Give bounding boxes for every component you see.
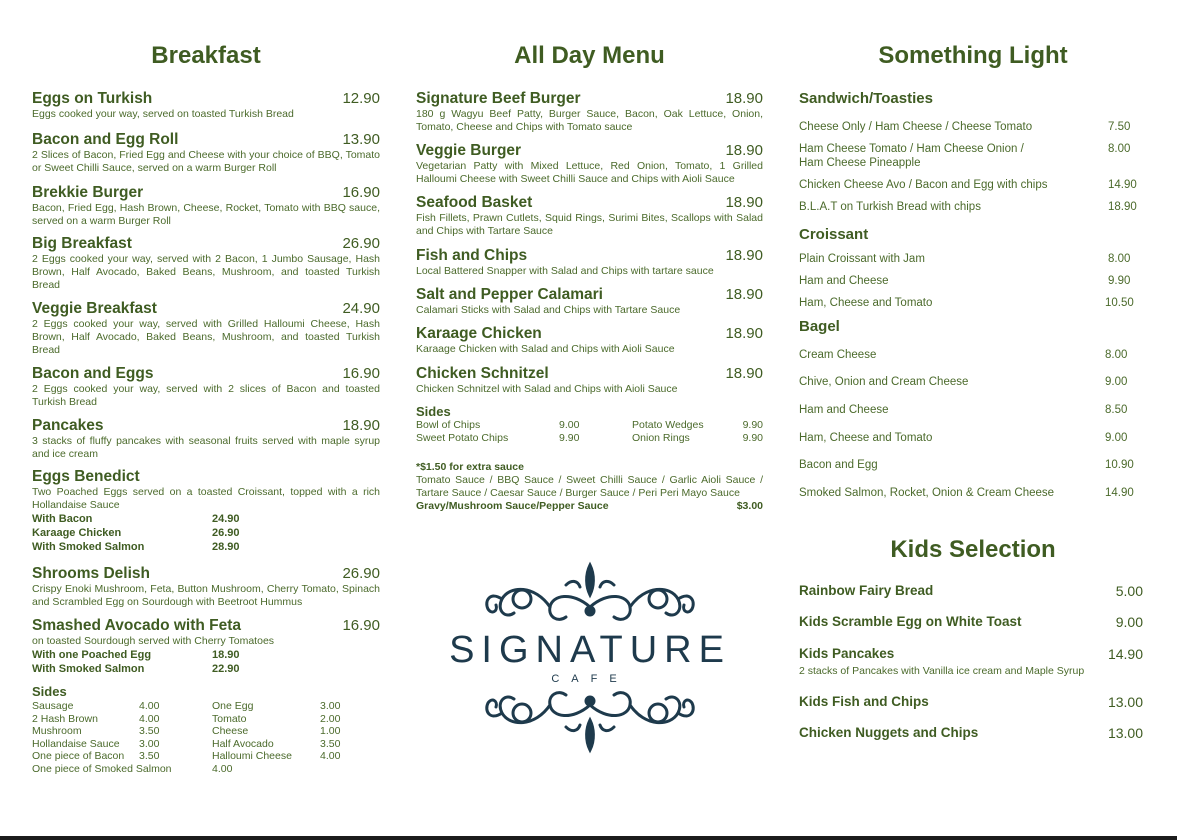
menu-item bbox=[416, 286, 763, 317]
sides-row bbox=[32, 700, 340, 713]
side-price: 4.00 bbox=[139, 700, 160, 712]
side-name: Bowl of Chips bbox=[416, 419, 481, 431]
side-price: 3.00 bbox=[320, 700, 341, 712]
item-price: 24.90 bbox=[342, 300, 380, 317]
sauce-note bbox=[416, 461, 763, 513]
item-desc: 2 Eggs cooked your way, served with Grilled Halloumi Cheese, Hash Brown, Half Avocado, Baked Beans, Mushroom, and toasted Turkish Bread bbox=[32, 318, 380, 356]
item-price: 18.90 bbox=[725, 90, 763, 107]
kids-item-price: 14.90 bbox=[1107, 646, 1143, 662]
kids-item-price: 13.00 bbox=[1107, 694, 1143, 710]
row-name: Bacon and Egg bbox=[799, 459, 878, 471]
sides-row bbox=[32, 713, 340, 726]
item-price: 16.90 bbox=[342, 617, 380, 634]
sauce-list: Tomato Sauce / BBQ Sauce / Sweet Chilli Sauce / Garlic Aioli Sauce / Tartare Sauce / Caesar Sauce / Burger Sauce / Peri Peri Mayo Sauce bbox=[416, 474, 763, 499]
kids-item-name: Rainbow Fairy Bread bbox=[799, 583, 934, 598]
sides-row bbox=[32, 750, 340, 763]
logo-sub: CAFE bbox=[551, 673, 629, 685]
row-price: 14.90 bbox=[1108, 179, 1137, 191]
item-desc: Calamari Sticks with Salad and Chips with Tartare Sauce bbox=[416, 304, 681, 316]
kids-item bbox=[799, 646, 1143, 678]
menu-item bbox=[416, 247, 763, 278]
menu-item bbox=[416, 90, 763, 134]
side-name: Mushroom bbox=[32, 725, 82, 738]
side-price: 3.50 bbox=[139, 725, 160, 738]
item-price: 18.90 bbox=[725, 286, 763, 303]
kids-item bbox=[799, 694, 1143, 709]
item-desc: Chicken Schnitzel with Salad and Chips with Aioli Sauce bbox=[416, 383, 678, 395]
side-price: 9.90 bbox=[742, 419, 763, 431]
side-name: One Egg bbox=[212, 700, 254, 712]
option-label: With Bacon bbox=[32, 513, 93, 525]
allday-title: All Day Menu bbox=[514, 42, 665, 69]
option-row bbox=[32, 662, 380, 676]
side-name: Potato Wedges bbox=[632, 419, 704, 431]
breakfast-title: Breakfast bbox=[151, 42, 261, 69]
kids-item-name: Chicken Nuggets and Chips bbox=[799, 725, 979, 740]
side-price: 9.00 bbox=[559, 419, 580, 431]
item-desc: 2 Eggs cooked your way, served with 2 Bacon, 1 Jumbo Sausage, Hash Brown, Half Avocado, Baked Beans, Mushroom, and toasted Turkish Bread bbox=[32, 253, 380, 291]
light-row bbox=[799, 178, 1143, 192]
item-desc: Eggs cooked your way, served on toasted Turkish Bread bbox=[32, 108, 294, 120]
option-label: With one Poached Egg bbox=[32, 649, 152, 661]
light-row bbox=[799, 458, 1143, 472]
light-row bbox=[799, 252, 1143, 266]
row-price: 8.00 bbox=[1105, 349, 1128, 361]
side-name: Hollandaise Sauce bbox=[32, 737, 120, 750]
row-price: 14.90 bbox=[1105, 487, 1134, 499]
row-name: Ham and Cheese bbox=[799, 275, 889, 287]
row-name: Ham, Cheese and Tomato bbox=[799, 297, 933, 309]
sauce-title: *$1.50 for extra sauce bbox=[416, 461, 524, 473]
row-price: 8.50 bbox=[1105, 404, 1128, 416]
item-name: Eggs Benedict bbox=[32, 468, 140, 485]
side-price: 3.50 bbox=[139, 750, 160, 763]
side-price: 9.90 bbox=[559, 431, 580, 444]
item-name: Bacon and Egg Roll bbox=[32, 131, 179, 148]
cafe-logo bbox=[440, 555, 740, 760]
side-price: 3.00 bbox=[139, 737, 160, 750]
side-price: 4.00 bbox=[320, 750, 341, 763]
menu-item bbox=[416, 365, 763, 396]
item-name: Big Breakfast bbox=[32, 235, 132, 252]
item-name: Seafood Basket bbox=[416, 194, 533, 211]
menu-item bbox=[32, 617, 380, 676]
kids-item-price: 13.00 bbox=[1107, 725, 1143, 741]
side-price: 4.00 bbox=[139, 712, 160, 725]
item-price: 26.90 bbox=[342, 235, 380, 252]
sides-row bbox=[32, 725, 340, 738]
side-price: 2.00 bbox=[320, 712, 341, 725]
item-price: 16.90 bbox=[342, 365, 380, 382]
side-name: One piece of Bacon bbox=[32, 750, 125, 763]
side-name: Onion Rings bbox=[632, 431, 690, 444]
option-price: 22.90 bbox=[212, 663, 240, 675]
item-desc: 180 g Wagyu Beef Patty, Burger Sauce, Bacon, Oak Lettuce, Onion, Tomato, Cheese and Chips with Tomato sauce bbox=[416, 108, 763, 133]
side-name: Sweet Potato Chips bbox=[416, 431, 509, 444]
row-name: Ham, Cheese and Tomato bbox=[799, 432, 933, 444]
item-price: 18.90 bbox=[725, 365, 763, 382]
item-name: Bacon and Eggs bbox=[32, 365, 154, 382]
option-label: With Smoked Salmon bbox=[32, 541, 145, 553]
side-name: Sausage bbox=[32, 700, 74, 712]
item-desc: Local Battered Snapper with Salad and Chips with tartare sauce bbox=[416, 265, 714, 277]
item-price: 18.90 bbox=[725, 194, 763, 211]
option-label: With Smoked Salmon bbox=[32, 663, 145, 675]
item-desc: Crispy Enoki Mushroom, Feta, Button Mushroom, Cherry Tomato, Spinach and Scrambled Egg on Sourdough with Beetroot Hummus bbox=[32, 583, 380, 608]
item-name: Chicken Schnitzel bbox=[416, 365, 549, 382]
kids-item-desc: 2 stacks of Pancakes with Vanilla ice cream and Maple Syrup bbox=[799, 665, 1085, 677]
light-row bbox=[799, 296, 1143, 310]
row-price: 8.00 bbox=[1108, 253, 1131, 265]
side-price: 1.00 bbox=[320, 725, 341, 738]
menu-item bbox=[32, 184, 380, 228]
menu-item bbox=[32, 365, 380, 409]
side-name: Halloumi Cheese bbox=[212, 750, 292, 763]
row-price: 10.90 bbox=[1105, 459, 1134, 471]
item-name: Fish and Chips bbox=[416, 247, 528, 264]
allday-sides-table bbox=[416, 419, 763, 444]
item-desc: 2 Slices of Bacon, Fried Egg and Cheese with your choice of BBQ, Tomato or Sweet Chilli Sauce, served on a warm Burger Roll bbox=[32, 149, 380, 174]
side-name: Cheese bbox=[212, 725, 249, 738]
row-name: Cream Cheese bbox=[799, 349, 877, 361]
item-desc: Two Poached Eggs served on a toasted Croissant, topped with a rich Hollandaise Sauce bbox=[32, 486, 380, 511]
light-row bbox=[799, 375, 1143, 389]
item-name: Salt and Pepper Calamari bbox=[416, 286, 603, 303]
menu-item bbox=[32, 90, 380, 121]
gravy-label: Gravy/Mushroom Sauce/Pepper Sauce bbox=[416, 500, 609, 512]
kids-item-name: Kids Scramble Egg on White Toast bbox=[799, 614, 1022, 629]
light-row bbox=[799, 200, 1143, 214]
kids-item-name: Kids Pancakes bbox=[799, 646, 895, 661]
kids-item bbox=[799, 583, 1143, 598]
row-price: 9.00 bbox=[1105, 376, 1128, 388]
menu-item bbox=[416, 142, 763, 186]
light-title: Something Light bbox=[878, 42, 1068, 69]
menu-item bbox=[32, 235, 380, 292]
item-name: Signature Beef Burger bbox=[416, 90, 581, 107]
row-name: Smoked Salmon, Rocket, Onion & Cream Cheese bbox=[799, 487, 1055, 499]
row-name: Ham and Cheese bbox=[799, 404, 889, 416]
item-price: 18.90 bbox=[725, 247, 763, 264]
light-row bbox=[799, 403, 1143, 417]
option-row bbox=[32, 512, 380, 526]
item-price: 13.90 bbox=[342, 131, 380, 148]
row-name: Plain Croissant with Jam bbox=[799, 253, 925, 265]
side-price: 3.50 bbox=[320, 737, 341, 750]
row-price: 9.90 bbox=[1108, 275, 1131, 287]
item-name: Veggie Breakfast bbox=[32, 300, 157, 317]
row-price: 18.90 bbox=[1108, 201, 1137, 213]
light-row bbox=[799, 274, 1143, 288]
item-desc: Fish Fillets, Prawn Cutlets, Squid Rings, Surimi Bites, Scallops with Salad and Chips with Tartare Sauce bbox=[416, 212, 763, 237]
sides-row bbox=[32, 763, 340, 776]
item-price: 18.90 bbox=[725, 142, 763, 159]
menu-item bbox=[32, 131, 380, 175]
sides-row bbox=[416, 432, 763, 445]
item-price: 18.90 bbox=[342, 417, 380, 434]
item-price: 16.90 bbox=[342, 184, 380, 201]
item-name: Smashed Avocado with Feta bbox=[32, 617, 242, 634]
option-price: 18.90 bbox=[212, 649, 240, 661]
side-price: 4.00 bbox=[212, 762, 233, 775]
row-name: Cheese Only / Ham Cheese / Cheese Tomato bbox=[799, 121, 1033, 133]
item-price: 18.90 bbox=[725, 325, 763, 342]
gravy-row bbox=[416, 500, 763, 513]
logo-name: SIGNATURE bbox=[449, 629, 731, 671]
option-price: 28.90 bbox=[212, 541, 240, 553]
kids-item bbox=[799, 614, 1143, 629]
item-name: Karaage Chicken bbox=[416, 325, 542, 342]
croissant-title: Croissant bbox=[799, 226, 869, 243]
option-price: 24.90 bbox=[212, 513, 240, 525]
kids-item-price: 5.00 bbox=[1115, 583, 1143, 599]
menu-item bbox=[416, 325, 763, 356]
light-row bbox=[799, 431, 1143, 445]
item-name: Pancakes bbox=[32, 417, 104, 434]
row-price: 7.50 bbox=[1108, 121, 1131, 133]
row-name: Ham Cheese Tomato / Ham Cheese Onion / Ham Cheese Pineapple bbox=[799, 143, 1024, 169]
kids-item bbox=[799, 725, 1143, 740]
item-name: Eggs on Turkish bbox=[32, 90, 153, 107]
option-row bbox=[32, 648, 380, 662]
row-name: Chicken Cheese Avo / Bacon and Egg with chips bbox=[799, 179, 1048, 191]
bagel-title: Bagel bbox=[799, 318, 840, 335]
option-row bbox=[32, 540, 380, 554]
item-desc: 3 stacks of fluffy pancakes with seasonal fruits served with maple syrup and ice cream bbox=[32, 435, 380, 460]
menu-item bbox=[416, 194, 763, 238]
item-price: 26.90 bbox=[342, 565, 380, 582]
item-name: Veggie Burger bbox=[416, 142, 522, 159]
kids-item-name: Kids Fish and Chips bbox=[799, 694, 929, 709]
menu-item bbox=[32, 565, 380, 609]
item-desc: Bacon, Fried Egg, Hash Brown, Cheese, Rocket, Tomato with BBQ sauce, served on a warm Burger Roll bbox=[32, 202, 380, 227]
item-name: Brekkie Burger bbox=[32, 184, 144, 201]
row-name: B.L.A.T on Turkish Bread with chips bbox=[799, 201, 981, 213]
menu-item bbox=[32, 468, 380, 554]
item-price: 12.90 bbox=[342, 90, 380, 107]
side-name: Half Avocado bbox=[212, 737, 274, 750]
kids-item-price: 9.00 bbox=[1115, 614, 1143, 630]
row-price: 9.00 bbox=[1105, 432, 1128, 444]
breakfast-sides-table bbox=[32, 700, 340, 776]
sides-row bbox=[32, 738, 340, 751]
light-row bbox=[799, 486, 1143, 500]
option-label: Karaage Chicken bbox=[32, 527, 122, 539]
item-desc: Karaage Chicken with Salad and Chips with Aioli Sauce bbox=[416, 343, 675, 355]
sides-row bbox=[416, 419, 763, 432]
item-name: Shrooms Delish bbox=[32, 565, 150, 582]
sandwich-title: Sandwich/Toasties bbox=[799, 90, 933, 107]
side-price: 9.90 bbox=[742, 431, 763, 444]
row-name: Chive, Onion and Cream Cheese bbox=[799, 376, 969, 388]
page-bottom-border bbox=[0, 836, 1177, 840]
item-desc: Vegetarian Patty with Mixed Lettuce, Red Onion, Tomato, 1 Grilled Halloumi Cheese with Sweet Chilli Sauce and Chips with Aioli Sauce bbox=[416, 160, 763, 185]
gravy-price: $3.00 bbox=[736, 500, 763, 512]
light-row bbox=[799, 348, 1143, 362]
side-name: One piece of Smoked Salmon bbox=[32, 762, 172, 775]
item-desc: on toasted Sourdough served with Cherry Tomatoes bbox=[32, 635, 275, 647]
kids-title: Kids Selection bbox=[890, 536, 1056, 563]
breakfast-sides-title: Sides bbox=[32, 684, 67, 699]
menu-item bbox=[32, 300, 380, 357]
light-row bbox=[799, 142, 1143, 170]
item-desc: 2 Eggs cooked your way, served with 2 slices of Bacon and toasted Turkish Bread bbox=[32, 383, 380, 408]
allday-sides-title: Sides bbox=[416, 404, 451, 419]
side-name: Tomato bbox=[212, 712, 247, 725]
row-price: 10.50 bbox=[1105, 297, 1134, 309]
menu-item bbox=[32, 417, 380, 461]
option-price: 26.90 bbox=[212, 527, 240, 539]
side-name: 2 Hash Brown bbox=[32, 712, 98, 725]
option-row bbox=[32, 526, 380, 540]
row-price: 8.00 bbox=[1108, 143, 1131, 155]
light-row bbox=[799, 120, 1143, 134]
